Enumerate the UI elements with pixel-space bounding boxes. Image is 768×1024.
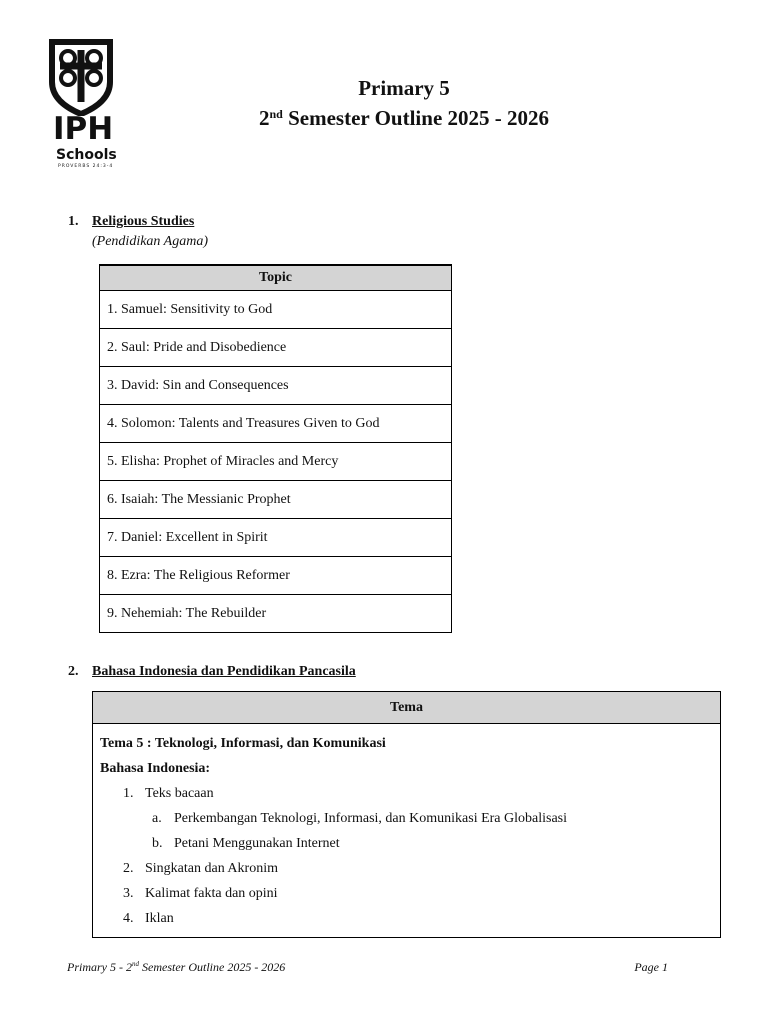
footer-left — [67, 960, 285, 975]
list-text: Iklan — [145, 911, 174, 926]
topic-row: 4. Solomon: Talents and Treasures Given to God — [100, 405, 452, 443]
footer-suffix: nd — [132, 960, 139, 968]
section1-title: Religious Studies — [92, 214, 195, 229]
section1-number: 1. — [68, 214, 79, 229]
list-text: Petani Menggunakan Internet — [174, 836, 340, 851]
list-marker: b. — [152, 836, 163, 851]
page-number: Page 1 — [634, 960, 668, 974]
bahasa-table — [92, 691, 721, 938]
list-marker: 3. — [123, 886, 134, 901]
list-item — [100, 856, 713, 881]
tema-title: Tema 5 : Teknologi, Informasi, dan Komunikasi — [100, 736, 386, 751]
title-ordinal-suffix: nd — [269, 107, 283, 121]
page-title — [0, 75, 768, 131]
title-ordinal: 2 — [258, 106, 270, 130]
title-line2 — [0, 101, 768, 131]
title-line1: Primary 5 — [358, 76, 450, 100]
tema-header: Tema — [93, 692, 721, 724]
topic-row: 3. David: Sin and Consequences — [100, 367, 452, 405]
list-text: Perkembangan Teknologi, Informasi, dan Komunikasi Era Globalisasi — [174, 811, 568, 826]
list-item — [100, 881, 713, 906]
list-item — [100, 781, 713, 806]
list-text: Teks bacaan — [145, 786, 214, 801]
logo-name: IPH — [53, 111, 114, 147]
list-text: Kalimat fakta dan opini — [145, 886, 278, 901]
list-marker: 2. — [123, 861, 134, 876]
subject-label: Bahasa Indonesia: — [100, 761, 211, 776]
list-marker: 4. — [123, 911, 134, 926]
list-item — [100, 806, 713, 831]
topic-row: 9. Nehemiah: The Rebuilder — [100, 595, 452, 633]
section1-subtitle: (Pendidikan Agama) — [92, 234, 208, 249]
tema-list — [100, 781, 713, 931]
footer-prefix: Primary 5 - 2 — [67, 960, 132, 974]
logo-motto: PROVERBS 24:3-4 — [58, 164, 114, 169]
topic-row: 5. Elisha: Prophet of Miracles and Mercy — [100, 443, 452, 481]
section2-number: 2. — [68, 664, 79, 679]
topic-row: 6. Isaiah: The Messianic Prophet — [100, 481, 452, 519]
list-text: Singkatan dan Akronim — [145, 861, 278, 876]
logo-subname: Schools — [56, 147, 117, 163]
list-marker: a. — [152, 811, 162, 826]
footer-rest: Semester Outline 2025 - 2026 — [139, 960, 286, 974]
list-item — [100, 831, 713, 856]
list-marker: 1. — [123, 786, 134, 801]
topic-row: 2. Saul: Pride and Disobedience — [100, 329, 452, 367]
topic-row: 1. Samuel: Sensitivity to God — [100, 291, 452, 329]
topic-row: 7. Daniel: Excellent in Spirit — [100, 519, 452, 557]
tema-cell — [93, 724, 721, 938]
section2-title: Bahasa Indonesia dan Pendidikan Pancasila — [92, 664, 356, 679]
topic-header: Topic — [100, 265, 452, 291]
religious-studies-table — [99, 264, 452, 633]
title-rest: Semester Outline 2025 - 2026 — [282, 106, 550, 130]
list-item — [100, 906, 713, 931]
topic-row: 8. Ezra: The Religious Reformer — [100, 557, 452, 595]
